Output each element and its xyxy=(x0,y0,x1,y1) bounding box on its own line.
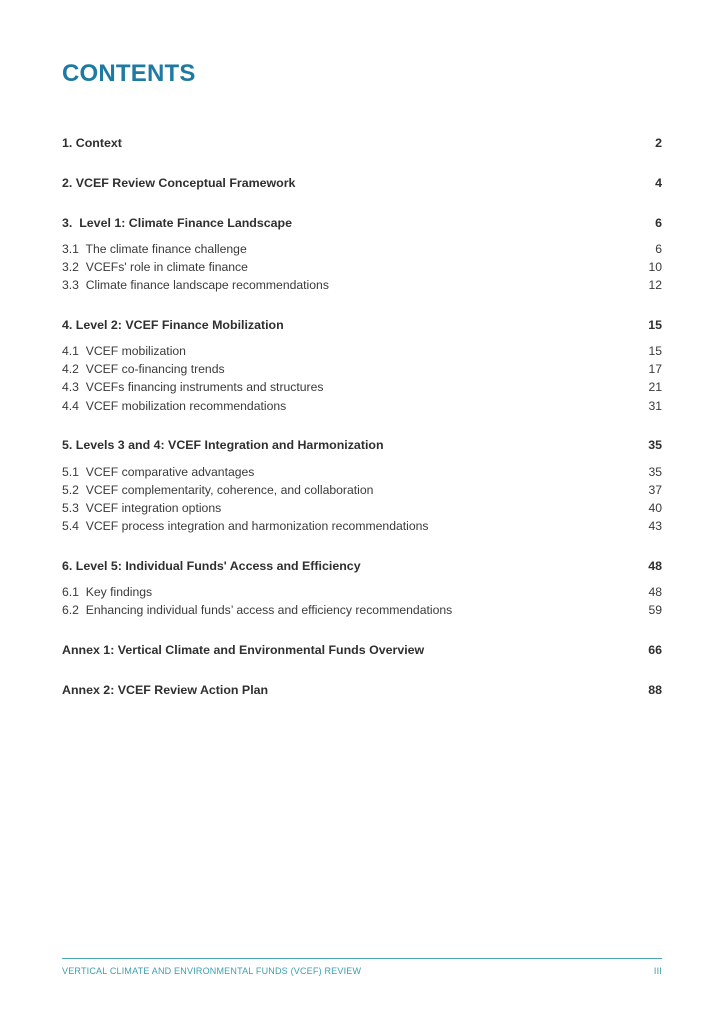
toc-entry-label: 4.4 VCEF mobilization recommendations xyxy=(62,398,287,413)
toc-entry-page: 21 xyxy=(648,380,662,395)
toc-subsection-entry[interactable] xyxy=(62,378,662,396)
toc-entry-label: 6. Level 5: Individual Funds' Access and Efficiency xyxy=(62,558,361,573)
toc-section-entry[interactable] xyxy=(62,214,662,232)
toc-entry-page: 6 xyxy=(655,241,662,256)
toc-section-entry[interactable] xyxy=(62,681,662,699)
toc-entry-page: 12 xyxy=(648,278,662,293)
toc-entry-page: 4 xyxy=(655,175,662,190)
toc-entry-label: 6.2 Enhancing individual funds’ access and efficiency recommendations xyxy=(62,603,453,618)
toc-entry-page: 10 xyxy=(648,259,662,274)
toc-subsection-entry[interactable] xyxy=(62,342,662,360)
toc-subsection-entry[interactable] xyxy=(62,601,662,619)
toc-section-entry[interactable] xyxy=(62,557,662,575)
toc-entry-label: 2. VCEF Review Conceptual Framework xyxy=(62,175,296,190)
toc-subsection-entry[interactable] xyxy=(62,583,662,601)
toc-section-entry[interactable] xyxy=(62,174,662,192)
toc-entry-page: 35 xyxy=(648,438,662,453)
toc-entry-label: 3.3 Climate finance landscape recommendations xyxy=(62,278,329,293)
toc-entry-label: 5.3 VCEF integration options xyxy=(62,501,222,515)
toc-subsection-entry[interactable] xyxy=(62,258,662,276)
toc-section-entry[interactable] xyxy=(62,134,662,152)
toc-entry-label: Annex 2: VCEF Review Action Plan xyxy=(62,682,269,697)
toc-entry-page: 31 xyxy=(648,398,662,413)
toc-entry-label: 4.2 VCEF co-financing trends xyxy=(62,362,225,377)
toc-entry-label: 4.1 VCEF mobilization xyxy=(62,344,186,359)
toc-entry-page: 66 xyxy=(648,643,662,658)
toc-subsection-entry[interactable] xyxy=(62,360,662,378)
toc-section-entry[interactable] xyxy=(62,641,662,659)
toc-entry-page: 48 xyxy=(648,585,662,600)
toc-entry-page: 40 xyxy=(648,501,662,515)
toc-entry-page: 48 xyxy=(648,558,662,573)
page-title: CONTENTS xyxy=(62,60,196,87)
table-of-contents xyxy=(62,134,662,699)
page-number: III xyxy=(653,966,662,976)
toc-subsection-entry[interactable] xyxy=(62,517,662,535)
toc-entry-page: 35 xyxy=(648,464,662,479)
toc-entry-page: 88 xyxy=(648,682,662,697)
toc-subsection-entry[interactable] xyxy=(62,463,662,481)
toc-subsection-entry[interactable] xyxy=(62,276,662,294)
toc-entry-page: 59 xyxy=(648,603,662,618)
toc-entry-label: 5. Levels 3 and 4: VCEF Integration and Harmonization xyxy=(62,438,384,453)
toc-entry-label: 3.2 VCEFs' role in climate finance xyxy=(62,259,248,274)
toc-entry-page: 15 xyxy=(648,317,662,332)
toc-entry-page: 37 xyxy=(648,482,662,497)
toc-subsection-entry[interactable] xyxy=(62,397,662,415)
toc-entry-label: 4. Level 2: VCEF Finance Mobilization xyxy=(62,317,284,332)
toc-subsection-entry[interactable] xyxy=(62,499,662,517)
toc-entry-label: 1. Context xyxy=(62,136,122,150)
toc-entry-label: 5.4 VCEF process integration and harmonization recommendations xyxy=(62,519,429,534)
toc-entry-label: Annex 1: Vertical Climate and Environmental Funds Overview xyxy=(62,643,425,658)
toc-entry-page: 6 xyxy=(655,215,662,230)
toc-entry-label: 3. Level 1: Climate Finance Landscape xyxy=(62,215,293,230)
toc-section-entry[interactable] xyxy=(62,436,662,454)
toc-entry-label: 6.1 Key findings xyxy=(62,585,153,600)
toc-section-entry[interactable] xyxy=(62,316,662,334)
page-footer xyxy=(62,966,662,976)
toc-entry-page: 15 xyxy=(648,344,662,359)
toc-entry-page: 2 xyxy=(655,136,662,150)
toc-subsection-entry[interactable] xyxy=(62,240,662,258)
toc-entry-label: 5.2 VCEF complementarity, coherence, and collaboration xyxy=(62,482,374,497)
footer-title: VERTICAL CLIMATE AND ENVIRONMENTAL FUNDS (VCEF) REVIEW xyxy=(62,966,362,976)
toc-entry-page: 17 xyxy=(648,362,662,377)
toc-subsection-entry[interactable] xyxy=(62,481,662,499)
toc-entry-label: 4.3 VCEFs financing instruments and structures xyxy=(62,380,324,395)
toc-entry-page: 43 xyxy=(648,519,662,534)
footer-divider xyxy=(62,958,662,959)
toc-entry-label: 5.1 VCEF comparative advantages xyxy=(62,464,255,479)
toc-entry-label: 3.1 The climate finance challenge xyxy=(62,241,247,256)
